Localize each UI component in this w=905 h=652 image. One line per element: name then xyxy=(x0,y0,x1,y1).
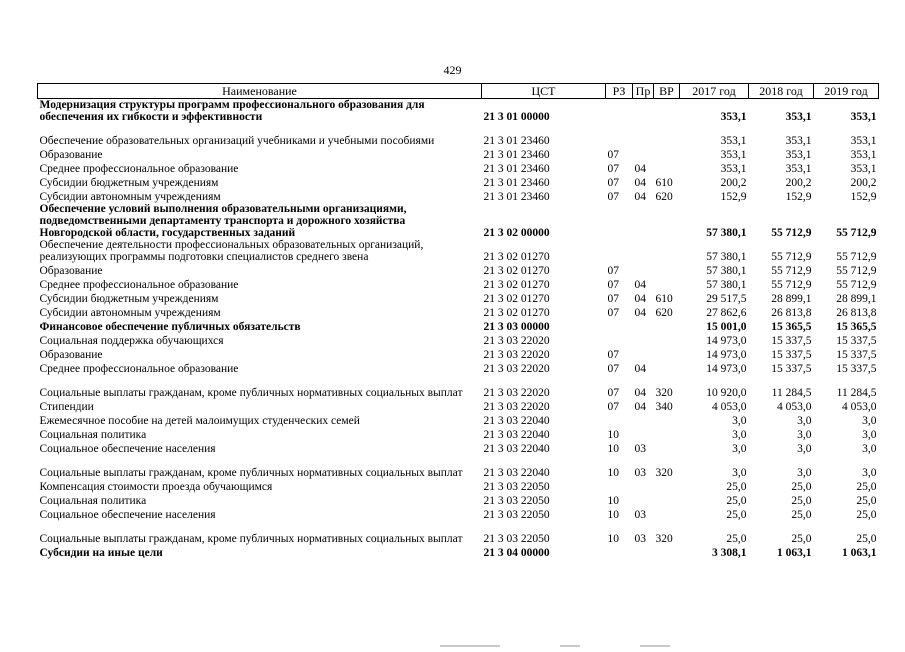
cell-y2017: 29 517,5 xyxy=(706,293,747,305)
cell-name: Субсидии на иные цели xyxy=(39,547,163,559)
cell-rz: 07 xyxy=(607,349,619,361)
cell-y2017: 25,0 xyxy=(726,495,747,507)
cell-y2018: 26 813,8 xyxy=(771,307,812,319)
cell-vr xyxy=(654,507,680,521)
cell-y2017: 57 380,1 xyxy=(706,251,747,263)
cell-cst: 21 3 03 00000 xyxy=(483,321,550,333)
cell-cst: 21 3 03 22050 xyxy=(483,533,550,545)
cell-rz xyxy=(606,413,633,427)
cell-rz: 07 xyxy=(607,279,619,291)
cell-y2017: 57 380,1 xyxy=(706,279,747,291)
cell-y2018: 200,2 xyxy=(785,177,812,189)
cell-y2017: 57 380,1 xyxy=(706,227,747,239)
cell-y2019: 55 712,9 xyxy=(836,251,877,263)
cell-name: Среднее профессиональное образование xyxy=(39,279,239,291)
cell-y2017: 353,1 xyxy=(720,135,747,147)
cell-rz xyxy=(606,319,633,333)
cell-pr xyxy=(633,413,654,427)
cell-vr: 320 xyxy=(655,533,673,545)
header-2019: 2019 год xyxy=(814,84,879,99)
cell-vr xyxy=(654,333,680,347)
cell-pr xyxy=(633,333,654,347)
cell-name: Ежемесячное пособие на детей малоимущих студенческих семей xyxy=(39,415,360,427)
cell-name: Субсидии бюджетным учреждениям xyxy=(39,177,219,189)
cell-pr: 04 xyxy=(634,293,646,305)
cell-name: Образование xyxy=(39,265,103,277)
cell-vr xyxy=(654,99,680,124)
cell-pr: 04 xyxy=(634,163,646,175)
cell-pr: 04 xyxy=(634,307,646,319)
cell-cst: 21 3 03 22020 xyxy=(483,387,550,399)
cell-y2019: 200,2 xyxy=(850,177,877,189)
scan-artifact xyxy=(440,634,840,638)
cell-rz: 10 xyxy=(607,443,619,455)
cell-rz xyxy=(606,203,633,239)
header-cst: ЦСТ xyxy=(482,84,606,99)
cell-y2019: 1 063,1 xyxy=(842,547,877,559)
cell-y2018: 3,0 xyxy=(797,415,812,427)
cell-cst: 21 3 03 22020 xyxy=(483,335,550,347)
budget-table xyxy=(37,83,879,559)
cell-rz: 07 xyxy=(607,401,619,413)
cell-cst: 21 3 03 22040 xyxy=(483,429,550,441)
cell-vr xyxy=(654,361,680,375)
cell-cst: 21 3 01 23460 xyxy=(483,135,550,147)
cell-y2017: 25,0 xyxy=(726,509,747,521)
cell-y2018: 353,1 xyxy=(785,149,812,161)
cell-vr xyxy=(654,545,680,559)
cell-rz: 07 xyxy=(607,363,619,375)
table-row xyxy=(38,319,879,333)
cell-pr xyxy=(633,203,654,239)
cell-y2018: 3,0 xyxy=(797,443,812,455)
header-rz: РЗ xyxy=(606,84,633,99)
cell-y2018: 25,0 xyxy=(791,533,812,545)
cell-name: Финансовое обеспечение публичных обязательств xyxy=(39,321,301,333)
cell-pr: 03 xyxy=(634,443,646,455)
cell-y2019: 353,1 xyxy=(850,149,877,161)
cell-cst: 21 3 01 23460 xyxy=(483,149,550,161)
table-row xyxy=(38,333,879,347)
cell-y2018: 15 337,5 xyxy=(771,349,812,361)
cell-rz: 07 xyxy=(607,387,619,399)
cell-rz: 07 xyxy=(607,149,619,161)
cell-name: Среднее профессиональное образование xyxy=(39,363,239,375)
cell-name: Обеспечение деятельности профессиональных образовательных организаций, реализующих программы подготовки специалистов среднего звена xyxy=(39,239,424,263)
cell-y2019: 15 337,5 xyxy=(836,363,877,375)
cell-name: Модернизация структуры программ профессионального образования для обеспечения их гибкости и эффективности xyxy=(39,99,425,123)
cell-y2019: 11 284,5 xyxy=(836,387,877,399)
cell-pr xyxy=(633,239,654,263)
cell-name: Социальная политика xyxy=(39,495,147,507)
cell-y2018: 353,1 xyxy=(785,111,812,123)
cell-cst: 21 3 04 00000 xyxy=(483,547,550,559)
table-row xyxy=(38,399,879,413)
cell-rz: 07 xyxy=(607,191,619,203)
cell-y2017: 3,0 xyxy=(732,429,747,441)
cell-y2017: 15 001,0 xyxy=(706,321,747,333)
cell-y2019: 3,0 xyxy=(862,443,877,455)
cell-cst: 21 3 02 01270 xyxy=(483,307,550,319)
cell-vr xyxy=(654,493,680,507)
cell-pr: 04 xyxy=(634,363,646,375)
cell-pr: 04 xyxy=(634,177,646,189)
cell-cst: 21 3 02 00000 xyxy=(483,227,550,239)
table-row xyxy=(38,203,879,239)
header-name: Наименование xyxy=(38,84,482,99)
cell-pr xyxy=(633,427,654,441)
table-row xyxy=(38,441,879,455)
cell-name: Субсидии автономным учреждениям xyxy=(39,307,221,319)
cell-y2017: 152,9 xyxy=(720,191,747,203)
cell-y2018: 3,0 xyxy=(797,429,812,441)
cell-y2019: 4 053,0 xyxy=(842,401,877,413)
cell-y2019: 353,1 xyxy=(850,111,877,123)
cell-cst: 21 3 01 23460 xyxy=(483,163,550,175)
cell-y2019: 25,0 xyxy=(856,481,877,493)
cell-cst: 21 3 03 22040 xyxy=(483,443,550,455)
cell-name: Стипендии xyxy=(39,401,94,413)
cell-vr xyxy=(654,239,680,263)
table-row xyxy=(38,521,879,545)
table-row xyxy=(38,123,879,147)
cell-vr xyxy=(654,263,680,277)
cell-y2017: 27 862,6 xyxy=(706,307,747,319)
cell-vr xyxy=(654,277,680,291)
table-row xyxy=(38,361,879,375)
cell-y2017: 57 380,1 xyxy=(706,265,747,277)
cell-y2019: 28 899,1 xyxy=(836,293,877,305)
cell-name: Обеспечение образовательных организаций учебниками и учебными пособиями xyxy=(39,135,435,147)
cell-y2019: 353,1 xyxy=(850,163,877,175)
cell-pr xyxy=(633,123,654,147)
cell-y2018: 25,0 xyxy=(791,509,812,521)
cell-cst: 21 3 02 01270 xyxy=(483,293,550,305)
cell-cst: 21 3 03 22050 xyxy=(483,495,550,507)
cell-cst: 21 3 03 22020 xyxy=(483,349,550,361)
cell-name: Социальное обеспечение населения xyxy=(39,443,216,455)
table-row xyxy=(38,305,879,319)
cell-vr: 320 xyxy=(655,467,673,479)
cell-rz: 10 xyxy=(607,429,619,441)
cell-y2018: 25,0 xyxy=(791,495,812,507)
cell-pr: 04 xyxy=(634,279,646,291)
table-row xyxy=(38,479,879,493)
cell-y2019: 152,9 xyxy=(850,191,877,203)
cell-name: Образование xyxy=(39,349,103,361)
cell-y2019: 353,1 xyxy=(850,135,877,147)
cell-vr xyxy=(654,347,680,361)
cell-cst: 21 3 03 22050 xyxy=(483,481,550,493)
table-row xyxy=(38,291,879,305)
cell-rz: 07 xyxy=(607,293,619,305)
cell-vr xyxy=(654,441,680,455)
cell-rz xyxy=(606,123,633,147)
table-row xyxy=(38,375,879,399)
cell-rz xyxy=(606,333,633,347)
cell-vr xyxy=(654,413,680,427)
cell-y2017: 4 053,0 xyxy=(712,401,747,413)
table-row xyxy=(38,175,879,189)
cell-y2019: 26 813,8 xyxy=(836,307,877,319)
cell-y2017: 3 308,1 xyxy=(712,547,747,559)
cell-y2017: 200,2 xyxy=(720,177,747,189)
header-2017: 2017 год xyxy=(680,84,749,99)
cell-y2017: 25,0 xyxy=(726,533,747,545)
cell-y2017: 353,1 xyxy=(720,163,747,175)
cell-vr: 320 xyxy=(655,387,673,399)
cell-pr: 04 xyxy=(634,191,646,203)
cell-y2019: 25,0 xyxy=(856,495,877,507)
cell-name: Социальное обеспечение населения xyxy=(39,509,216,521)
cell-rz xyxy=(606,239,633,263)
cell-y2018: 15 337,5 xyxy=(771,363,812,375)
table-row xyxy=(38,427,879,441)
header-vr: ВР xyxy=(654,84,680,99)
table-row xyxy=(38,161,879,175)
cell-vr: 620 xyxy=(655,307,673,319)
cell-y2018: 3,0 xyxy=(797,467,812,479)
cell-y2017: 14 973,0 xyxy=(706,363,747,375)
cell-y2019: 55 712,9 xyxy=(836,279,877,291)
cell-cst: 21 3 01 00000 xyxy=(483,111,550,123)
cell-pr: 03 xyxy=(634,509,646,521)
cell-vr: 340 xyxy=(655,401,673,413)
cell-y2017: 3,0 xyxy=(732,415,747,427)
cell-vr xyxy=(654,161,680,175)
cell-y2017: 353,1 xyxy=(720,149,747,161)
cell-cst: 21 3 02 01270 xyxy=(483,265,550,277)
cell-pr: 03 xyxy=(634,467,646,479)
cell-y2019: 15 337,5 xyxy=(836,349,877,361)
cell-pr: 03 xyxy=(634,533,646,545)
cell-name: Социальные выплаты гражданам, кроме публичных нормативных социальных выплат xyxy=(39,467,463,479)
cell-vr: 620 xyxy=(655,191,673,203)
table-body xyxy=(38,99,879,560)
cell-rz: 10 xyxy=(607,509,619,521)
cell-y2018: 15 337,5 xyxy=(771,335,812,347)
cell-vr xyxy=(654,203,680,239)
cell-vr: 610 xyxy=(655,293,673,305)
table-row xyxy=(38,455,879,479)
cell-rz xyxy=(606,545,633,559)
table-row xyxy=(38,99,879,124)
cell-vr xyxy=(654,123,680,147)
cell-y2017: 3,0 xyxy=(732,467,747,479)
table-row xyxy=(38,545,879,559)
cell-name: Обеспечение условий выполнения образовательными организациями, подведомственными департаменту транспорта и дорожного хозяйства Новгородской области, государственных заданий xyxy=(39,203,407,239)
cell-cst: 21 3 02 01270 xyxy=(483,279,550,291)
cell-y2018: 152,9 xyxy=(785,191,812,203)
cell-name: Социальные выплаты гражданам, кроме публичных нормативных социальных выплат xyxy=(39,387,463,399)
cell-y2018: 11 284,5 xyxy=(771,387,812,399)
cell-vr xyxy=(654,147,680,161)
cell-y2017: 10 920,0 xyxy=(706,387,747,399)
cell-y2017: 14 973,0 xyxy=(706,349,747,361)
cell-y2019: 3,0 xyxy=(862,415,877,427)
cell-y2018: 1 063,1 xyxy=(777,547,812,559)
cell-y2018: 55 712,9 xyxy=(771,279,812,291)
header-2018: 2018 год xyxy=(749,84,814,99)
cell-y2018: 353,1 xyxy=(785,135,812,147)
cell-name: Субсидии бюджетным учреждениям xyxy=(39,293,219,305)
cell-name: Образование xyxy=(39,149,103,161)
cell-rz: 10 xyxy=(607,495,619,507)
cell-cst: 21 3 03 22040 xyxy=(483,415,550,427)
header-pr: Пр xyxy=(633,84,654,99)
cell-name: Субсидии автономным учреждениям xyxy=(39,191,221,203)
cell-rz: 07 xyxy=(607,163,619,175)
table-row xyxy=(38,277,879,291)
cell-rz: 07 xyxy=(607,265,619,277)
cell-name: Социальная политика xyxy=(39,429,147,441)
cell-rz xyxy=(606,99,633,124)
table-row xyxy=(38,507,879,521)
cell-y2018: 15 365,5 xyxy=(771,321,812,333)
cell-cst: 21 3 03 22040 xyxy=(483,467,550,479)
cell-name: Социальные выплаты гражданам, кроме публичных нормативных социальных выплат xyxy=(39,533,463,545)
cell-name: Компенсация стоимости проезда обучающимся xyxy=(39,481,273,493)
cell-cst: 21 3 03 22020 xyxy=(483,363,550,375)
cell-y2019: 3,0 xyxy=(862,429,877,441)
table-row xyxy=(38,413,879,427)
cell-y2018: 55 712,9 xyxy=(771,227,812,239)
cell-name: Социальная поддержка обучающихся xyxy=(39,335,224,347)
cell-y2018: 55 712,9 xyxy=(771,265,812,277)
table-row xyxy=(38,263,879,277)
cell-pr xyxy=(633,493,654,507)
cell-pr xyxy=(633,263,654,277)
cell-y2019: 3,0 xyxy=(862,467,877,479)
cell-vr: 610 xyxy=(655,177,673,189)
table-header xyxy=(38,84,879,99)
cell-rz xyxy=(606,479,633,493)
cell-cst: 21 3 01 23460 xyxy=(483,177,550,189)
cell-y2019: 25,0 xyxy=(856,533,877,545)
table-row xyxy=(38,493,879,507)
cell-pr xyxy=(633,99,654,124)
cell-pr: 04 xyxy=(634,387,646,399)
cell-y2017: 3,0 xyxy=(732,443,747,455)
table-row xyxy=(38,347,879,361)
cell-name: Среднее профессиональное образование xyxy=(39,163,239,175)
cell-rz: 07 xyxy=(607,177,619,189)
cell-y2017: 353,1 xyxy=(720,111,747,123)
cell-y2018: 25,0 xyxy=(791,481,812,493)
cell-y2019: 15 337,5 xyxy=(836,335,877,347)
cell-y2019: 55 712,9 xyxy=(836,227,877,239)
cell-cst: 21 3 01 23460 xyxy=(483,191,550,203)
cell-y2018: 353,1 xyxy=(785,163,812,175)
table-row xyxy=(38,189,879,203)
cell-rz: 10 xyxy=(607,533,619,545)
cell-y2019: 25,0 xyxy=(856,509,877,521)
cell-y2019: 55 712,9 xyxy=(836,265,877,277)
cell-pr xyxy=(633,545,654,559)
table-row xyxy=(38,147,879,161)
cell-pr xyxy=(633,319,654,333)
cell-vr xyxy=(654,319,680,333)
cell-vr xyxy=(654,427,680,441)
cell-pr xyxy=(633,347,654,361)
page-number: 429 xyxy=(443,63,462,77)
cell-pr: 04 xyxy=(634,401,646,413)
cell-vr xyxy=(654,479,680,493)
cell-y2018: 28 899,1 xyxy=(771,293,812,305)
cell-rz: 07 xyxy=(607,307,619,319)
cell-pr xyxy=(633,147,654,161)
cell-cst: 21 3 03 22020 xyxy=(483,401,550,413)
cell-y2018: 4 053,0 xyxy=(777,401,812,413)
cell-cst: 21 3 03 22050 xyxy=(483,509,550,521)
cell-cst: 21 3 02 01270 xyxy=(483,251,550,263)
cell-y2017: 25,0 xyxy=(726,481,747,493)
cell-y2017: 14 973,0 xyxy=(706,335,747,347)
cell-rz: 10 xyxy=(607,467,619,479)
cell-y2018: 55 712,9 xyxy=(771,251,812,263)
cell-y2019: 15 365,5 xyxy=(836,321,877,333)
table-row xyxy=(38,239,879,263)
cell-pr xyxy=(633,479,654,493)
